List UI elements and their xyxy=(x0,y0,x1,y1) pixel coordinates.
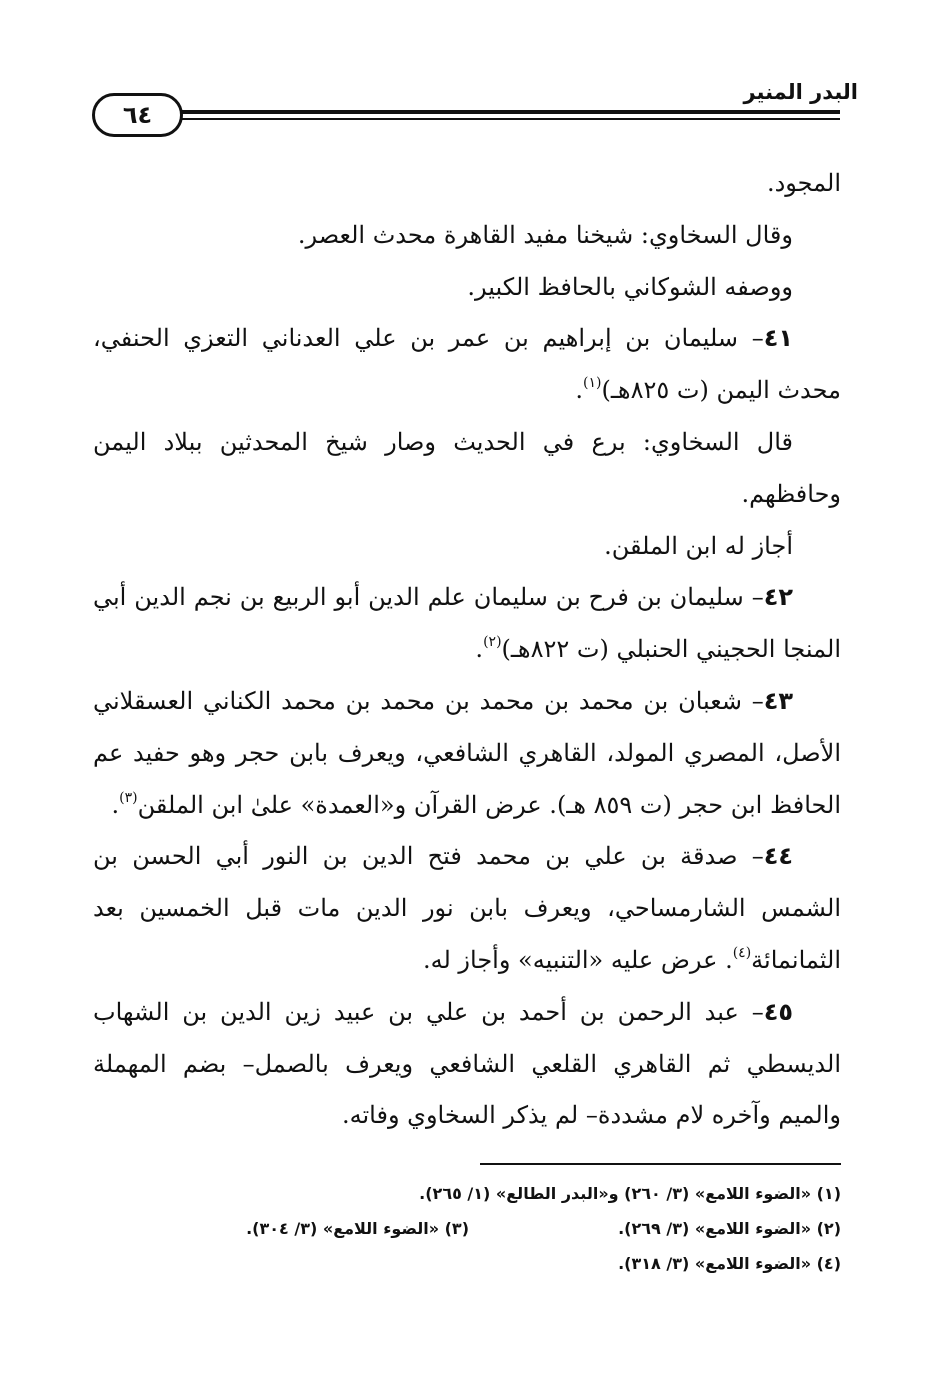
paragraph: ووصفه الشوكاني بالحافظ الكبير. xyxy=(467,272,793,301)
footnote-ref: (٣) xyxy=(119,789,138,806)
footnotes xyxy=(93,1176,841,1281)
entry-number: ٤١ xyxy=(763,324,793,353)
header-rule-thin xyxy=(95,118,840,120)
paragraph: أجاز له ابن الملقن. xyxy=(604,531,793,560)
footnote-1: (١) «الضوء اللامع» (٣/ ٢٦٠) و«البدر الطالع» (١/ ٢٦٥). xyxy=(419,1184,841,1203)
paragraph: قال السخاوي: برع في الحديث وصار شيخ المحدثين ببلاد اليمن وحافظهم. xyxy=(93,427,841,508)
entry-number: ٤٢ xyxy=(763,583,793,612)
entry-41: ٤١– سليمان بن إبراهيم بن عمر بن علي العدناني التعزي الحنفي، محدث اليمن (ت ٨٢٥هـ)$^{(١)}$. xyxy=(93,324,841,405)
entry-42: ٤٢– سليمان بن فرح بن سليمان علم الدين أبو الربيع بن نجم الدين أبي المنجا الحجيني الحنبلي (ت ٨٢٢هـ)$^{(٢)}$. xyxy=(93,583,841,664)
entry-44: ٤٤– صدقة بن علي بن محمد فتح الدين بن النور أبي الحسن بن الشمس الشارمساحي، ويعرف بابن نور الدين مات قبل الخمسين بعد الثمانمائة$^{(٤)}$. عرض عليه «التنبيه» وأجاز له. xyxy=(93,842,841,974)
page-number xyxy=(92,93,183,137)
footnote-3: (٣) «الضوء اللامع» (٣/ ٣٠٤). xyxy=(246,1219,469,1238)
footnote-4: (٤) «الضوء اللامع» (٣/ ٣١٨). xyxy=(618,1254,841,1273)
entry-45: ٤٥– عبد الرحمن بن أحمد بن علي بن عبيد زين الدين بن الشهاب الديسطي ثم القاهري القلعي الشافعي ويعرف بالصمل– بضم المهملة والميم وآخره لام مشددة– لم يذكر السخاوي وفاته. xyxy=(93,997,841,1130)
footnote-separator xyxy=(480,1163,841,1165)
entry-number: ٤٥ xyxy=(763,997,793,1026)
footnote-row xyxy=(93,1211,841,1246)
page-number-text: ٦٤ xyxy=(122,101,153,129)
footnote-ref: (٢) xyxy=(483,634,502,651)
footnote-row xyxy=(93,1246,841,1281)
footnote-ref: (٤) xyxy=(732,944,752,961)
footnote-row xyxy=(93,1176,841,1211)
running-title: البدر المنير xyxy=(743,80,858,104)
entry-43: ٤٣– شعبان بن محمد بن محمد بن محمد بن محمد الكناني العسقلاني الأصل، المصري المولد، القاهري الشافعي، ويعرف بابن حجر وهو حفيد عم الحافظ ابن حجر (ت ٨٥٩ هـ). عرض القرآن و«العمدة» علىٰ ابن الملقن$^{(٣)}$. xyxy=(93,686,842,819)
entry-number: ٤٣ xyxy=(763,686,793,715)
paragraph: المجود. xyxy=(766,169,841,197)
header-rule-thick xyxy=(95,110,840,114)
body-text xyxy=(93,158,841,1142)
paragraph: وقال السخاوي: شيخنا مفيد القاهرة محدث العصر. xyxy=(297,220,793,249)
footnote-2: (٢) «الضوء اللامع» (٣/ ٢٦٩). xyxy=(618,1219,841,1238)
footnote-ref: (١) xyxy=(583,375,602,392)
entry-number: ٤٤ xyxy=(763,842,793,871)
